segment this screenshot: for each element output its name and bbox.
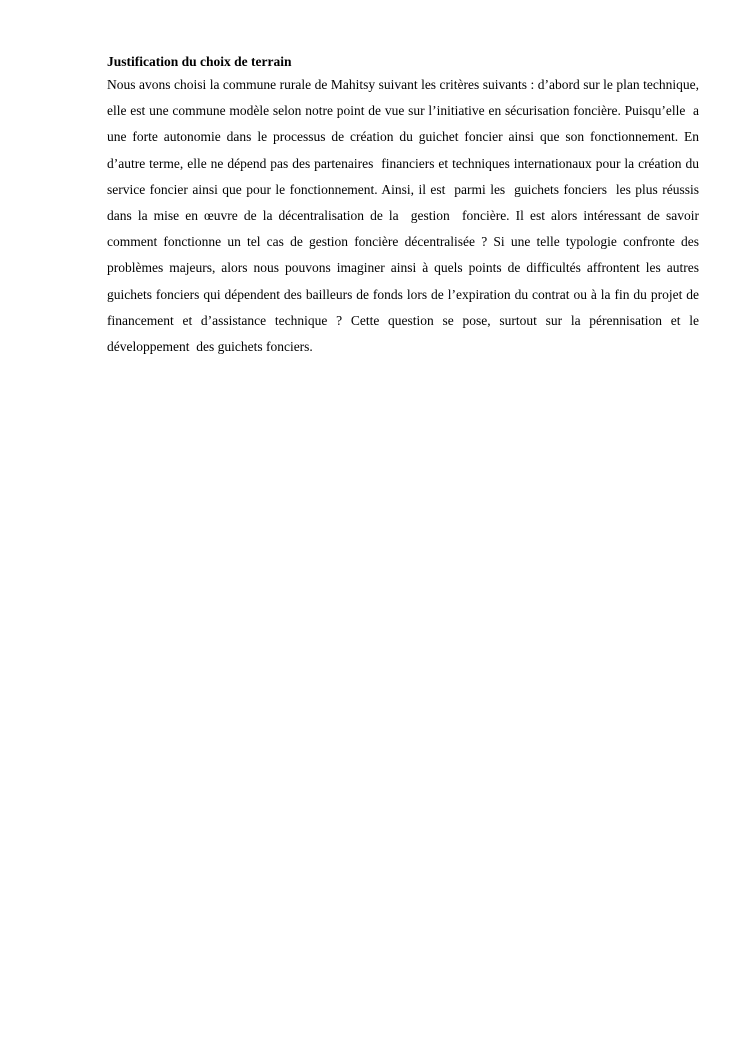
body-paragraph: Nous avons choisi la commune rurale de Mahitsy suivant les critères suivants : d’abord sur le plan technique, elle est une commune modèle selon notre point de vue sur l’initiative en sécurisation foncière. Puisqu’elle a une forte autonomie dans le processus de création du guichet foncier ainsi que son fonctionnement. En d’autre terme, elle ne dépend pas des partenaires financiers et techniques internationaux pour la création du service foncier ainsi que pour le fonctionnement. Ainsi, il est parmi les guichets fonciers les plus réussis dans la mise en œuvre de la décentralisation de la gestion foncière. Il est alors intéressant de savoir comment fonctionne un tel cas de gestion foncière décentralisée ? Si une telle typologie confronte des problèmes majeurs, alors nous pouvons imaginer ainsi à quels points de difficultés affrontent les autres guichets fonciers qui dépendent des bailleurs de fonds lors de l’expiration du contrat ou à la fin du projet de financement et d’assistance technique ? Cette question se pose, surtout sur la pérennisation et le développement des guichets fonciers. [107,77,706,355]
document-content [107,52,706,360]
section-heading: Justification du choix de terrain [107,54,292,69]
